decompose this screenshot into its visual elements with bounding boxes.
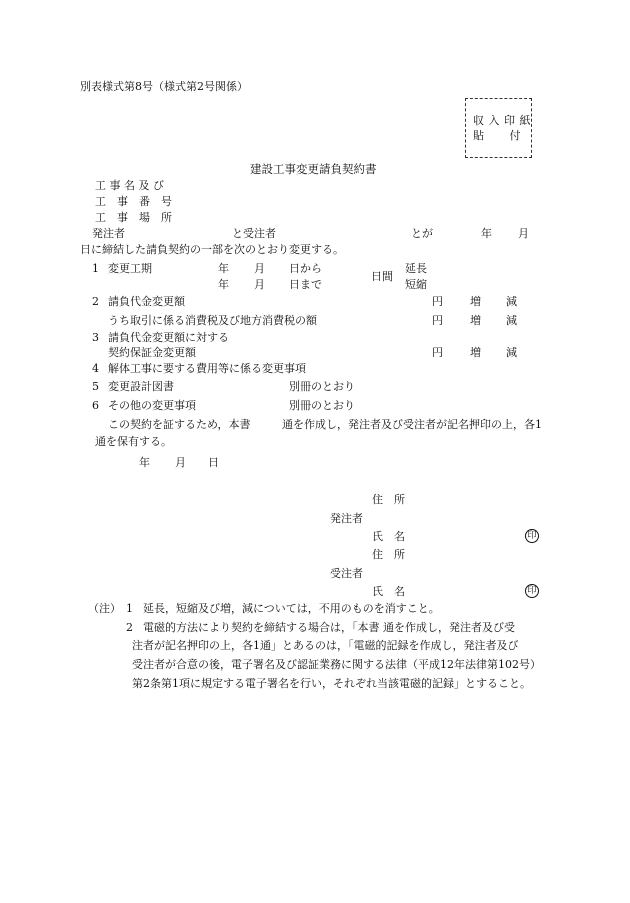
certify-text-part1: この契約を証するため，本書 bbox=[108, 418, 251, 431]
note1-number: 1 bbox=[126, 602, 133, 615]
contractor-label: と受注者 bbox=[232, 227, 276, 240]
item2-increase: 増 bbox=[470, 295, 481, 308]
work-name-label: 工 事 名 及 び bbox=[95, 179, 164, 192]
orderer-seal-mark: 印 bbox=[525, 529, 539, 543]
item2-decrease: 減 bbox=[506, 295, 517, 308]
note2-text-line3: 受注者が合意の後，電子署名及び認証業務に関する法律（平成12年法律第102号） bbox=[132, 658, 541, 671]
item1-month-to: 月 bbox=[254, 278, 265, 291]
year-label: 年 bbox=[481, 227, 492, 240]
contractor-party-label: 受注者 bbox=[330, 567, 363, 580]
item1-days-label: 日間 bbox=[371, 270, 393, 283]
item1-from-label: 日から bbox=[289, 262, 322, 275]
item5-label: 変更設計図書 bbox=[108, 380, 174, 393]
certify-text-line2: 通を保有する。 bbox=[95, 435, 172, 448]
item2-tax-label: うち取引に係る消費税及び地方消費税の額 bbox=[108, 314, 317, 327]
item4-number: 4 bbox=[92, 362, 99, 375]
orderer-address-label: 住 所 bbox=[372, 493, 405, 506]
contractor-seal-mark: 印 bbox=[525, 584, 539, 598]
stamp-label-line2: 貼 付 bbox=[473, 129, 521, 142]
item1-year-to: 年 bbox=[218, 278, 229, 291]
item1-extend-label: 延長 bbox=[405, 262, 427, 275]
toga-label: とが bbox=[411, 227, 433, 240]
item2-yen: 円 bbox=[432, 295, 443, 308]
item6-number: 6 bbox=[92, 399, 99, 412]
agreement-sentence: 日に締結した請負契約の一部を次のとおり変更する。 bbox=[80, 243, 344, 256]
date-day: 日 bbox=[208, 456, 219, 469]
note2-text-line1: 電磁的方法により契約を締結する場合は，「本書 通を作成し，発注者及び受 bbox=[143, 621, 515, 634]
item5-number: 5 bbox=[92, 380, 99, 393]
date-month: 月 bbox=[175, 456, 186, 469]
item1-month-from: 月 bbox=[254, 262, 265, 275]
item4-label: 解体工事に要する費用等に係る変更事項 bbox=[108, 362, 306, 375]
item3-number: 3 bbox=[92, 331, 99, 344]
contractor-address-label: 住 所 bbox=[372, 548, 405, 561]
item3-label-line2: 契約保証金変更額 bbox=[108, 346, 196, 359]
note2-text-line2: 注者が記名押印の上，各1通」とあるのは，「電磁的記録を作成し，発注者及び bbox=[132, 639, 519, 652]
orderer-party-label: 発注者 bbox=[330, 512, 363, 525]
item1-label: 変更工期 bbox=[108, 262, 152, 275]
note2-text-line4: 第2条第1項に規定する電子署名を行い，それぞれ当該電磁的記録」とすること。 bbox=[132, 677, 531, 690]
item2-tax-increase: 増 bbox=[470, 314, 481, 327]
work-place-label: 工 事 場 所 bbox=[95, 211, 172, 224]
stamp-label-line1: 収 入 印 紙 bbox=[473, 114, 531, 127]
item3-increase: 増 bbox=[470, 346, 481, 359]
item1-year-from: 年 bbox=[218, 262, 229, 275]
item6-label: その他の変更事項 bbox=[108, 399, 196, 412]
item2-number: 2 bbox=[92, 295, 99, 308]
work-number-label: 工 事 番 号 bbox=[95, 195, 172, 208]
item3-label-line1: 請負代金変更額に対する bbox=[108, 331, 229, 344]
item1-to-label: 日まで bbox=[289, 278, 322, 291]
item2-tax-decrease: 減 bbox=[506, 314, 517, 327]
document-title: 建設工事変更請負契約書 bbox=[250, 162, 377, 176]
item6-value: 別冊のとおり bbox=[289, 399, 355, 412]
item1-shorten-label: 短縮 bbox=[405, 278, 427, 291]
notes-label: （注） bbox=[88, 602, 121, 615]
form-reference: 別表様式第8号（様式第2号関係） bbox=[80, 80, 248, 93]
item3-yen: 円 bbox=[432, 346, 443, 359]
note1-text: 延長，短縮及び増，減については，不用のものを消すこと。 bbox=[143, 602, 440, 615]
item2-tax-yen: 円 bbox=[432, 314, 443, 327]
revenue-stamp-box bbox=[465, 98, 532, 158]
month-label: 月 bbox=[518, 227, 529, 240]
certify-text-part2: 通を作成し，発注者及び受注者が記名押印の上，各1 bbox=[282, 418, 542, 431]
item2-label: 請負代金変更額 bbox=[108, 295, 185, 308]
date-year: 年 bbox=[139, 456, 150, 469]
orderer-label: 発注者 bbox=[92, 227, 125, 240]
item5-value: 別冊のとおり bbox=[289, 380, 355, 393]
item3-decrease: 減 bbox=[506, 346, 517, 359]
note2-number: 2 bbox=[126, 621, 133, 634]
contractor-name-label: 氏 名 bbox=[372, 585, 405, 598]
orderer-name-label: 氏 名 bbox=[372, 530, 405, 543]
item1-number: 1 bbox=[92, 262, 99, 275]
